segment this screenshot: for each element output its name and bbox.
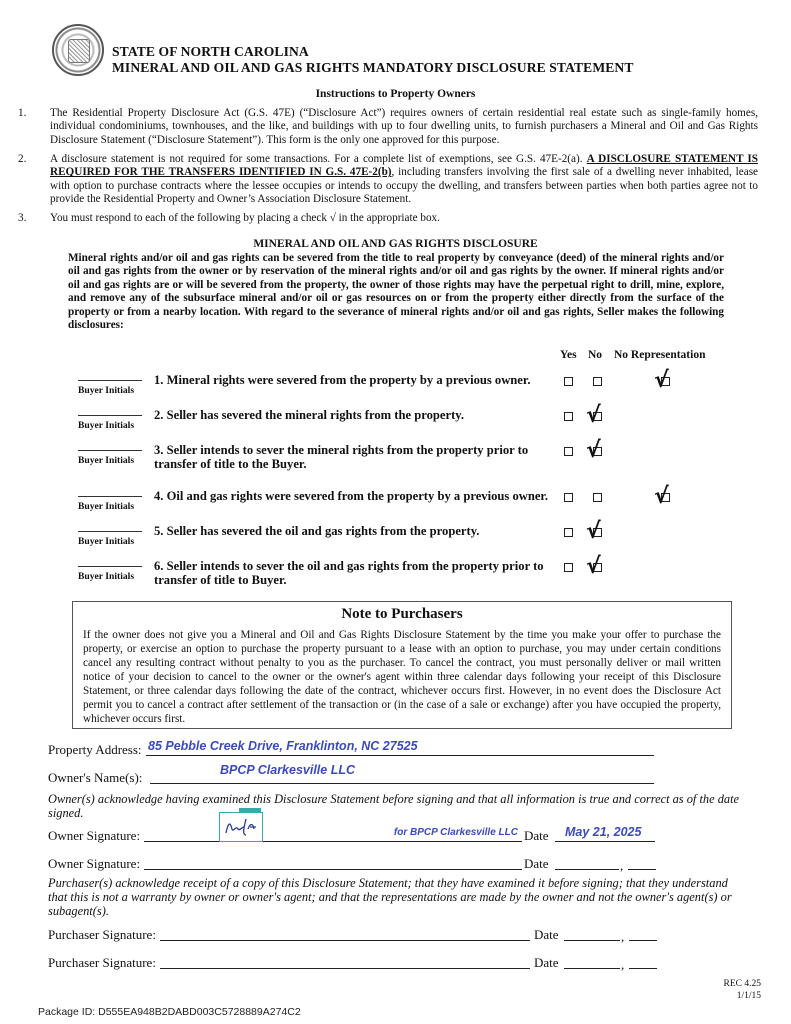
yes-checkbox[interactable] xyxy=(564,377,573,386)
note-title: Note to Purchasers xyxy=(341,606,463,622)
purchaser-date-1-year[interactable] xyxy=(629,926,657,941)
question-text: 5. Seller has severed the oil and gas rights from the property. xyxy=(154,524,480,538)
disclosure-body: Mineral rights and/or oil and gas rights can be severed from the title to real property by conveyance (deed) of the mineral rights and/or oil and gas rights from the owner or by reservation of the mineral rights and/or oil and gas rights by the owner. If mineral rights and/or oil and gas rights are or will be severed from the property, the owner of those rights may have the perpetual right to drill, mine, explore, and remove any of the subsurface mineral and/or oil or gas resources on or from the property either directly from the surface of the property or from a nearby location. With regard to the severance of mineral rights and/or oil and gas rights, Seller makes the following disclosures: xyxy=(68,252,724,332)
form-revision xyxy=(724,978,761,1002)
owner-acknowledgement: Owner(s) acknowledge having examined this Disclosure Statement before signing and that all information is true and correct as of the date signed. xyxy=(48,792,740,820)
purchaser-signature-field-2[interactable] xyxy=(160,954,530,969)
owner-signature-date-1[interactable] xyxy=(555,827,655,842)
date-label-4: Date xyxy=(534,955,559,970)
instruction-item-1: 1. The Residential Property Disclosure Act (G.S. 47E) (“Disclosure Act”) requires owners of certain residential real estate such as single-family homes, individual condominiums, townhouses, and the like, and buildings with up to four dwelling units, to furnish purchasers a Mineral and Oil and Gas Rights Disclosure Statement (“Disclosure Statement”). This form is the only one approved for this purpose. xyxy=(18,107,758,146)
nc-seal-icon xyxy=(52,24,104,76)
title-line-1: STATE OF NORTH CAROLINA xyxy=(112,44,309,59)
column-no-representation: No Representation xyxy=(614,349,706,361)
checkmark-icon: √ xyxy=(586,403,601,428)
property-address-value: 85 Pebble Creek Drive, Franklinton, NC 27525 xyxy=(148,739,418,753)
instruction-item-3: 3. You must respond to each of the following by placing a check √ in the appropriate box. xyxy=(18,212,440,224)
document-title xyxy=(112,44,634,76)
owner-signature-note: for BPCP Clarkesville LLC xyxy=(393,827,518,838)
date-label-1: Date xyxy=(524,828,549,843)
property-address-field[interactable] xyxy=(146,741,654,756)
signature-scribble-icon xyxy=(220,813,262,841)
title-line-2: MINERAL AND OIL AND GAS RIGHTS MANDATORY DISCLOSURE STATEMENT xyxy=(112,60,634,75)
disclosure-row-4 xyxy=(78,484,738,524)
owner-signature-date-2-month[interactable] xyxy=(555,855,619,870)
checkmark-icon: √ xyxy=(654,368,669,393)
checkmark-icon: √ xyxy=(586,519,601,544)
purchaser-acknowledgement: Purchaser(s) acknowledge receipt of a copy of this Disclosure Statement; that they have examined it before signing; that they understand that this is not a warranty by owner or owner's agent; and that the representations are made by the owner and not the owner's agent(s) or subagent(s). xyxy=(48,876,732,918)
buyer-initials-field[interactable]: Buyer Initials xyxy=(78,525,142,547)
instruction-item-2: 2. A disclosure statement is not required for some transactions. For a complete list of exemptions, see G.S. 47E-2(a). A DISCLOSURE STATEMENT IS REQUIRED FOR THE TRANSFERS IDENTIFIED IN G.S. 47E-2(b), including transfers involving the first sale of a dwelling never inhabited, lease with option to purchase contracts where the lessee occupies or intends to occupy the dwelling, and transfers between parties when both parties agree not to provide the Residential Property and Owner’s Association Disclosure Statement. xyxy=(18,153,759,206)
owner-signature-label-1: Owner Signature: xyxy=(48,828,141,843)
buyer-initials-field[interactable]: Buyer Initials xyxy=(78,490,142,512)
date-label-2: Date xyxy=(524,856,549,871)
owner-signature-label-2: Owner Signature: xyxy=(48,856,141,871)
buyer-initials-field[interactable]: Buyer Initials xyxy=(78,444,142,466)
purchaser-date-2-month[interactable] xyxy=(564,954,620,969)
checkmark-icon: √ xyxy=(586,554,601,579)
package-id: Package ID: D555EA948B2DABD003C5728889A274C2 xyxy=(38,1006,301,1018)
owner-date-value: May 21, 2025 xyxy=(565,825,642,839)
yes-checkbox[interactable] xyxy=(564,528,573,537)
form-date: 1/1/15 xyxy=(736,991,761,1001)
purchaser-date-1-month[interactable] xyxy=(564,926,620,941)
purchaser-signature-label-2: Purchaser Signature: xyxy=(48,955,156,970)
disclosure-row-2 xyxy=(78,403,738,443)
question-text: 1. Mineral rights were severed from the property by a previous owner. xyxy=(154,373,531,387)
required-transfers-emphasis: A DISCLOSURE STATEMENT IS REQUIRED FOR THE TRANSFERS IDENTIFIED IN G.S. 47E-2(b) xyxy=(50,153,758,179)
checkmark-icon: √ xyxy=(654,484,669,509)
disclosure-row-3 xyxy=(78,438,738,478)
question-text: 4. Oil and gas rights were severed from the property by a previous owner. xyxy=(154,489,549,503)
e-signature-stamp-icon xyxy=(219,812,263,842)
question-text: 6. Seller intends to sever the oil and gas rights from the property prior to transfer of title to Buyer. xyxy=(154,559,544,587)
disclosure-row-1 xyxy=(78,368,738,408)
column-yes: Yes xyxy=(560,349,577,361)
yes-checkbox[interactable] xyxy=(564,493,573,502)
owner-names-field[interactable] xyxy=(150,763,654,784)
owner-names-label: Owner's Name(s): xyxy=(48,770,143,785)
question-text: 2. Seller has severed the mineral rights from the property. xyxy=(154,408,465,422)
buyer-initials-field[interactable]: Buyer Initials xyxy=(78,560,142,582)
buyer-initials-field[interactable]: Buyer Initials xyxy=(78,374,142,396)
owner-signature-field-1[interactable] xyxy=(144,827,522,842)
owner-signature-date-2-year[interactable] xyxy=(628,855,656,870)
yes-checkbox[interactable] xyxy=(564,412,573,421)
column-no: No xyxy=(588,349,603,361)
disclosure-title: MINERAL AND OIL AND GAS RIGHTS DISCLOSURE xyxy=(253,238,538,250)
disclosure-row-5 xyxy=(78,519,738,559)
buyer-initials-field[interactable]: Buyer Initials xyxy=(78,409,142,431)
no-checkbox[interactable] xyxy=(593,493,602,502)
form-code: REC 4.25 xyxy=(723,979,761,989)
purchaser-signature-field-1[interactable] xyxy=(160,926,530,941)
owner-signature-field-2[interactable] xyxy=(144,855,522,870)
instructions-title: Instructions to Property Owners xyxy=(315,88,476,100)
property-address-label: Property Address: xyxy=(48,742,142,757)
purchaser-signature-label-1: Purchaser Signature: xyxy=(48,927,156,942)
yes-checkbox[interactable] xyxy=(564,563,573,572)
checkmark-icon: √ xyxy=(586,438,601,463)
note-body: If the owner does not give you a Mineral and Oil and Gas Rights Disclosure Statement by the time you make your offer to purchase the property, or exercise an option to purchase the property pursuant to a lease with an option to purchase, you may under certain conditions cancel any resulting contract without penalty to you as the purchaser. To cancel the contract, you must personally deliver or mail written notice of your decision to cancel to the owner or the owner's agent within three calendar days following your receipt of this Disclosure Statement, or three calendar days following the date of the contract, whichever occurs first. However, in no event does the Disclosure Act permit you to cancel a contract after settlement of the transaction or (in the case of a sale or exchange) after you have occupied the property, whichever occurs first. xyxy=(83,629,721,725)
disclosure-row-6 xyxy=(78,554,738,594)
date-label-3: Date xyxy=(534,927,559,942)
no-checkbox[interactable] xyxy=(593,377,602,386)
purchaser-date-2-year[interactable] xyxy=(629,954,657,969)
yes-checkbox[interactable] xyxy=(564,447,573,456)
note-to-purchasers-box xyxy=(72,601,732,729)
owner-names-value: BPCP Clarkesville LLC xyxy=(220,763,356,777)
question-text: 3. Seller intends to sever the mineral rights from the property prior to transfer of title to the Buyer. xyxy=(154,443,529,471)
